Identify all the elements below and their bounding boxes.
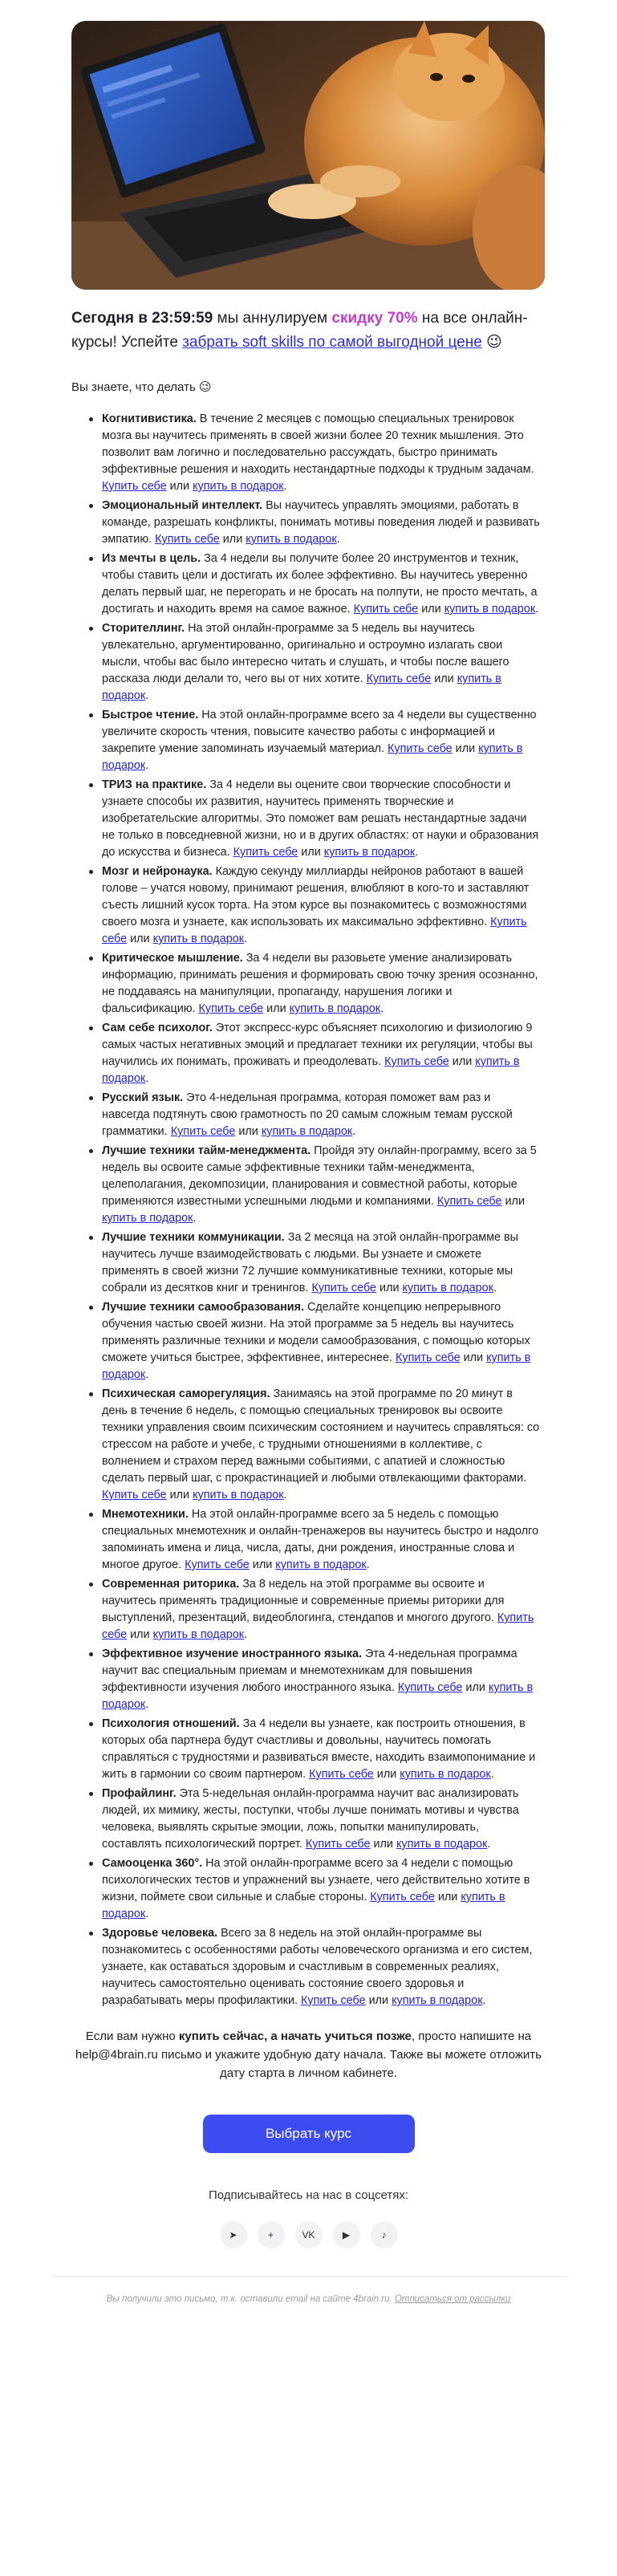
course-description: Занимаясь на этой программе по 20 минут в день в течение 6 недель, с помощью специальных тренировок вы освоите техники управления своим психическим состоянием и научитесь справляться: со стрессом на работе и учебе, с трудными отношениями в коллективе, с волнением и страхом перед важными событиями, с апатией и сложностью сделать первый шаг, с прокрастинацией и любыми отвлекающими факторами. [102, 1388, 540, 1485]
course-title: Психическая саморегуляция. [102, 1388, 270, 1400]
buy-gift-link[interactable]: купить в подарок [392, 1994, 483, 2007]
or-text: или [263, 1002, 290, 1015]
course-description: Сделайте концепцию непрерывного обучения частью своей жизни. На этой программе за 5 недель вы научитесь применять различные техники и модели самообразования, с помощью которых сможете учиться быстрее, эффективнее, интереснее. [102, 1301, 530, 1364]
bullet-icon [89, 1026, 93, 1030]
outro-part: Если вам нужно [85, 2030, 179, 2043]
buy-gift-link[interactable]: купить в подарок [102, 1351, 531, 1381]
course-item: Быстрое чтение. На этой онлайн-программе всего за 4 недели вы существенно увеличите скорость чтения, повысите качество работы с информацией и закрепите умение запоминать изучаемый материал. Купить себе или купить в подарок. [102, 707, 541, 774]
buy-gift-link[interactable]: купить в подарок [193, 480, 284, 493]
or-text: или [166, 1489, 193, 1501]
bullet-icon [89, 1149, 93, 1153]
course-description: За 8 недель на этой программе вы освоите и научитесь применять традиционные и современные приемы риторики для выступлений, презентаций, видеоблогинга, стендапов и многого другого. [102, 1578, 505, 1624]
discount-label: скидку 70% [331, 310, 418, 327]
course-description: Вы научитесь управлять эмоциями, работать в команде, разрешать конфликты, понимать мотивы поведения людей и развивать эмпатию. [102, 499, 540, 546]
course-description: Это 4-недельная программа, которая поможет вам раз и навсегда подтянуть свою грамотность по 20 самым сложным темам русской грамматики. [102, 1091, 513, 1138]
course-item: Сам себе психолог. Этот экспресс-курс объясняет психологию и физиологию 9 самых частых негативных эмоций и предлагает техники их регуляции, чтобы вы научились их понимать, проживать и преодолевать. Купить себе или купить в подарок. [102, 1020, 541, 1087]
course-title: Когнитивистика. [102, 412, 197, 425]
course-item: Критическое мышление. За 4 недели вы разовьете умение анализировать информацию, принимать решения и формировать свою точку зрения осознанно, не поддаваясь на манипуляции, пропаганду, нарушения логики и фальсификацию. Купить себе или купить в подарок. [102, 950, 541, 1018]
course-description: За 2 месяца на этой онлайн-программе вы научитесь лучше взаимодействовать с людьми. Вы узнаете и сможете применять в своей жизни 72 лучшие коммуникативные техники, которые мы собрали из десятков книг и тренингов. [102, 1231, 518, 1294]
buy-self-link[interactable]: Купить себе [370, 1891, 435, 1904]
headline [68, 307, 549, 355]
bullet-icon [89, 1236, 93, 1240]
course-title: Здоровье человека. [102, 1927, 218, 1940]
hero-image [71, 21, 545, 290]
course-title: Лучшие техники тайм-менеджмента. [102, 1144, 311, 1157]
buy-self-link[interactable]: Купить себе [309, 1768, 374, 1781]
headline-text: на все онлайн-курсы! Успейте [71, 310, 528, 351]
bullet-icon [89, 1392, 93, 1396]
course-description: Пройдя эту онлайн-программу, всего за 5 недель вы освоите самые эффективные техники тайм-менеджмента, целеполагания, декомпозиции, планирования и совместной работы, которые применяются известными успешными людьми и компаниями. [102, 1144, 537, 1208]
buy-self-link[interactable]: Купить себе [102, 1489, 167, 1501]
intro-text: Вы знаете, что делать 😉 [71, 380, 212, 394]
bullet-icon [89, 1792, 93, 1796]
course-item: Мозг и нейронаука. Каждую секунду миллиарды нейронов работают в вашей голове – учатся новому, принимают решения, влюбляют в кого-то и заставляют съесть лишний кусок торта. На этом курсе вы познакомитесь с возможностями своего мозга и узнаете, как использовать их максимально эффективно. Купить себе или купить в подарок. [102, 863, 541, 948]
bullet-icon [89, 1513, 93, 1517]
buy-gift-link[interactable]: купить в подарок [102, 1681, 534, 1711]
course-title: Критическое мышление. [102, 952, 243, 965]
footer-text [68, 2294, 549, 2304]
course-item: Лучшие техники самообразования. Сделайте концепцию непрерывного обучения частью своей жизни. На этой программе за 5 недель вы научитесь применять различные техники и модели самообразования, с помощью которых сможете учиться быстрее, эффективнее, интереснее. Купить себе или купить в подарок. [102, 1299, 541, 1383]
buy-gift-link[interactable]: купить в подарок [289, 1002, 381, 1015]
buy-gift-link[interactable]: купить в подарок [102, 672, 501, 702]
plus-icon[interactable]: + [258, 2221, 285, 2249]
buy-self-link[interactable]: Купить себе [353, 603, 419, 616]
tiktok-icon[interactable]: ♪ [371, 2221, 398, 2249]
buy-self-link[interactable]: Купить себе [102, 480, 167, 493]
deadline-time: Сегодня в 23:59:59 [71, 310, 213, 327]
bullet-icon [89, 557, 93, 561]
bullet-icon [89, 417, 93, 421]
bullet-icon [89, 627, 93, 631]
course-description: На этой онлайн-программе за 5 недель вы научитесь увлекательно, аргументированно, оригинально и остроумно излагать свои мысли, чтобы вас было интересно читать и слушать, и чтобы после вашего рассказа люди делали то, чего вы от них хотите. [102, 622, 509, 685]
bullet-icon [89, 870, 93, 874]
course-description: Эта 5-недельная онлайн-программа научит вас анализировать людей, их мимику, жесты, поступки, чтобы лучше понимать мотивы и чувства человека, выявлять скрытые эмоции, ложь, попытки манипулировать, составлять психологический портрет. [102, 1787, 519, 1851]
course-title: Из мечты в цель. [102, 552, 201, 565]
outro-bold: купить сейчас, а начать учиться позже [178, 2030, 412, 2043]
course-item: Здоровье человека. Всего за 8 недель на этой онлайн-программе вы познакомитесь с особенностями работы человеческого организма и его систем, узнаете, как оставаться здоровым и счастливым в современных реалиях, научитесь самостоятельно оценивать состояние своего здоровья и разрабатывать меры профилактики. Купить себе или купить в подарок. [102, 1925, 541, 2009]
bullet-icon [89, 783, 93, 787]
or-text: или [462, 1681, 489, 1694]
buy-gift-link[interactable]: купить в подарок [261, 1125, 353, 1138]
bullet-icon [89, 1652, 93, 1656]
buy-self-link[interactable]: Купить себе [366, 672, 432, 685]
course-title: Сторителлинг. [102, 622, 185, 635]
course-item: Русский язык. Это 4-недельная программа, которая поможет вам раз и навсегда подтянуть свою грамотность по 20 самым сложным темам русской грамматики. Купить себе или купить в подарок. [102, 1090, 541, 1140]
buy-self-link[interactable]: Купить себе [170, 1125, 236, 1138]
buy-gift-link[interactable]: купить в подарок [396, 1838, 488, 1851]
youtube-icon[interactable]: ▶ [333, 2221, 360, 2249]
buy-gift-link[interactable]: купить в подарок [246, 533, 337, 546]
course-list [68, 411, 549, 2009]
course-item: Когнитивистика. В течение 2 месяцев с помощью специальных тренировок мозга вы научитесь применять в своей жизни более 20 техник мышления. Это позволит вам логично и последовательно рассуждать, быстро принимать эффективные решения и находить нестандартные подходы к трудным задачам. Купить себе или купить в подарок. [102, 411, 541, 495]
buy-self-link[interactable]: Купить себе [311, 1282, 377, 1294]
unsubscribe-link[interactable]: Отписаться от рассылки [394, 2294, 511, 2304]
bullet-icon [89, 1722, 93, 1726]
buy-self-link[interactable]: Купить себе [436, 1195, 502, 1208]
or-text: или [235, 1125, 262, 1138]
course-title: Мозг и нейронаука. [102, 865, 213, 878]
bullet-icon [89, 1932, 93, 1936]
buy-self-link[interactable]: Купить себе [397, 1681, 463, 1694]
course-item: Из мечты в цель. За 4 недели вы получите более 20 инструментов и техник, чтобы ставить цели и достигать их более эффективно. Вы научитесь уверенно делать первый шаг, не перегорать и не бросать на полпути, не просто мечтать, а достигать и находить время на самое важное. Купить себе или купить в подарок. [102, 551, 541, 618]
bullet-icon [89, 713, 93, 717]
course-description: На этой онлайн-программе всего за 4 недели с помощью психологических тестов и упражнений вы узнаете, чего действительно хотите в жизни, поймете свои сильные и слабые стороны. [102, 1857, 530, 1904]
course-title: Мнемотехники. [102, 1508, 189, 1521]
or-text: или [365, 1994, 392, 2007]
bullet-icon [89, 504, 93, 508]
or-text: или [434, 1891, 461, 1904]
or-text: или [460, 1351, 487, 1364]
course-title: Психология отношений. [102, 1717, 240, 1730]
or-text: или [431, 672, 457, 685]
course-item: Психическая саморегуляция. Занимаясь на этой программе по 20 минут в день в течение 6 недель, с помощью специальных тренировок вы освоите техники управления своим психическим состоянием и научитесь справляться: со стрессом на работе и учебе, с трудными отношениями в коллективе, с волнением и страхом перед важными событиями, с апатией и сложностью сделать первый шаг, с прокрастинацией и любыми отвлекающими факторами. Купить себе или купить в подарок. [102, 1386, 541, 1504]
course-item: Современная риторика. За 8 недель на этой программе вы освоите и научитесь применять традиционные и современные приемы риторики для выступлений, презентаций, видеоблогинга, стендапов и многого другого. Купить себе или купить в подарок. [102, 1576, 541, 1644]
course-item: ТРИЗ на практике. За 4 недели вы оцените свои творческие способности и узнаете способы их развития, научитесь применять творческие и изобретательские алгоритмы. Это поможет вам решать нестандартные задачи не только в повседневной жизни, но и в других областях: от науки и образования до искусства и бизнеса. Купить себе или купить в подарок. [102, 777, 541, 861]
outro-text [68, 2027, 549, 2082]
course-title: ТРИЗ на практике. [102, 778, 207, 791]
course-item: Мнемотехники. На этой онлайн-программе всего за 5 недель с помощью специальных мнемотехник и онлайн-тренажеров вы научитесь быстро и надолго запоминать имена и лица, числа, даты, дни рождения, иностранные слова и многое другое. Купить себе или купить в подарок. [102, 1506, 541, 1574]
course-title: Сам себе психолог. [102, 1022, 213, 1034]
or-text: или [219, 533, 246, 546]
course-title: Лучшие техники самообразования. [102, 1301, 305, 1314]
course-title: Эффективное изучение иностранного языка. [102, 1648, 362, 1660]
buy-self-link[interactable]: Купить себе [233, 846, 298, 859]
or-text: или [127, 1628, 153, 1641]
social-title: Подписывайтесь на нас в соцсетях: [208, 2188, 409, 2202]
buy-self-link[interactable]: Купить себе [155, 533, 220, 546]
or-text: или [373, 1768, 400, 1781]
course-title: Самооценка 360°. [102, 1857, 203, 1870]
or-text: или [501, 1195, 525, 1208]
course-title: Современная риторика. [102, 1578, 240, 1591]
course-item: Сторителлинг. На этой онлайн-программе за 5 недель вы научитесь увлекательно, аргументированно, оригинально и остроумно излагать свои мысли, чтобы вас было интересно читать и слушать, и чтобы после вашего рассказа люди делали то, чего вы от них хотите. Купить себе или купить в подарок. [102, 620, 541, 705]
or-text: или [449, 1055, 476, 1068]
course-description: На этой онлайн-программе всего за 4 недели вы существенно увеличите скорость чтения, повысите качество работы с информацией и закрепите умение запоминать изучаемый материал. [102, 709, 537, 755]
course-description: За 4 недели вы узнаете, как построить отношения, в которых оба партнера будут счастливы и довольны, научитесь помогать справляться с трудностями и развиваться вместе, находить взаимопонимание и жить в гармонии со своим партнером. [102, 1717, 536, 1781]
buy-self-link[interactable]: Купить себе [384, 1055, 449, 1068]
course-description: Каждую секунду миллиарды нейронов работают в вашей голове – учатся новому, принимают решения, влюбляют в кого-то и заставляют съесть лишний кусок торта. На этом курсе вы познакомитесь с возможностями своего мозга и узнаете, как использовать их максимально эффективно. [102, 865, 530, 928]
buy-self-link[interactable]: Купить себе [395, 1351, 461, 1364]
buy-gift-link[interactable]: купить в подарок [152, 1628, 245, 1641]
course-description: За 4 недели вы получите более 20 инструментов и техник, чтобы ставить цели и достигать их более эффективно. Вы научитесь уверенно делать первый шаг, не перегорать и не бросать на полпути, не просто мечтать, а достигать и находить время на самое важное. [102, 552, 538, 616]
buy-gift-link[interactable]: купить в подарок [102, 1055, 520, 1085]
buy-gift-link[interactable]: купить в подарок [275, 1558, 367, 1571]
divider [52, 2276, 566, 2277]
course-description: Этот экспресс-курс объясняет психологию и физиологию 9 самых частых негативных эмоций и предлагает техники их регуляции, чтобы вы научились их понимать, проживать и преодолевать. [102, 1022, 533, 1068]
headline-link[interactable]: забрать soft skills по самой выгодной цене [182, 334, 482, 351]
bullet-icon [89, 1862, 93, 1866]
or-text: или [298, 846, 324, 859]
course-description: Эта 4-недельная программа научит вас специальным приемам и мнемотехникам для повышения эффективности изучения любого иностранного языка. [102, 1648, 518, 1694]
buy-gift-link[interactable]: купить в подарок [102, 742, 523, 772]
course-title: Профайлинг. [102, 1787, 177, 1800]
course-description: На этой онлайн-программе всего за 5 недель с помощью специальных мнемотехник и онлайн-тренажеров вы научитесь быстро и надолго запоминать имена и лица, числа, даты, дни рождения, иностранные слова и многое другое. [102, 1508, 539, 1571]
choose-course-button[interactable]: Выбрать курс [203, 2115, 415, 2153]
or-text: или [452, 742, 479, 755]
buy-gift-link[interactable]: купить в подарок [102, 1212, 193, 1225]
or-text: или [127, 932, 153, 945]
vk-icon[interactable]: VK [295, 2221, 323, 2249]
course-description: Всего за 8 недель на этой онлайн-программе вы познакомитесь с особенностями работы человеческого организма и его систем, узнаете, как оставаться здоровым и счастливым в современных реалиях, научитесь самостоятельно оценивать состояние своего здоровья и разрабатывать меры профилактики. [102, 1927, 533, 2007]
outro-part: , просто напишите на help@4brain.ru письмо и укажите удобную дату начала. Также вы можете отложить дату старта в личном кабинете. [75, 2030, 542, 2080]
course-description: За 4 недели вы разовьете умение анализировать информацию, принимать решения и формировать свою точку зрения осознанно, не поддаваясь на манипуляции, пропаганду, нарушения логики и фальсификацию. [102, 952, 538, 1015]
course-title: Эмоциональный интеллект. [102, 499, 263, 512]
buy-gift-link[interactable]: купить в подарок [102, 1891, 505, 1920]
buy-self-link[interactable]: Купить себе [102, 916, 527, 945]
wink-emoji: 😉 [481, 334, 502, 351]
or-text: или [249, 1558, 276, 1571]
telegram-icon[interactable]: ➤ [220, 2221, 247, 2249]
bullet-icon [89, 1306, 93, 1310]
bullet-icon [89, 1096, 93, 1100]
or-text: или [418, 603, 444, 616]
course-title: Лучшие техники коммуникации. [102, 1231, 285, 1244]
buy-self-link[interactable]: Купить себе [185, 1558, 250, 1571]
course-title: Русский язык. [102, 1091, 184, 1104]
course-item: Лучшие техники тайм-менеджмента. Пройдя эту онлайн-программу, всего за 5 недель вы освоите самые эффективные техники тайм-менеджмента, целеполагания, декомпозиции, планирования и совместной работы, которые применяются известными успешными людьми и компаниями. Купить себе или купить в подарок. [102, 1143, 541, 1227]
course-item: Эффективное изучение иностранного языка. Эта 4-недельная программа научит вас специальным приемам и мнемотехникам для повышения эффективности изучения любого иностранного языка. Купить себе или купить в подарок. [102, 1646, 541, 1713]
course-title: Быстрое чтение. [102, 709, 199, 721]
buy-self-link[interactable]: Купить себе [102, 1611, 534, 1641]
or-text: или [370, 1838, 396, 1851]
buy-gift-link[interactable]: купить в подарок [193, 1489, 284, 1501]
headline-text: мы аннулируем [213, 310, 332, 327]
buy-gift-link[interactable]: купить в подарок [152, 932, 245, 945]
buy-self-link[interactable]: Купить себе [305, 1838, 371, 1851]
bullet-icon [89, 957, 93, 961]
buy-self-link[interactable]: Купить себе [388, 742, 453, 755]
course-description: В течение 2 месяцев с помощью специальных тренировок мозга вы научитесь применять в своей жизни более 20 техник мышления. Это позволит вам логично и последовательно рассуждать, быстро принимать эффективные решения и находить нестандартные подходы к трудным задачам. [102, 412, 534, 476]
bullet-icon [89, 1583, 93, 1587]
buy-gift-link[interactable]: купить в подарок [444, 603, 536, 616]
course-item: Самооценка 360°. На этой онлайн-программе всего за 4 недели с помощью психологических тестов и упражнений вы узнаете, чего действительно хотите в жизни, поймете свои сильные и слабые стороны. Купить себе или купить в подарок. [102, 1855, 541, 1923]
buy-self-link[interactable]: Купить себе [198, 1002, 264, 1015]
or-text: или [376, 1282, 403, 1294]
course-item: Эмоциональный интеллект. Вы научитесь управлять эмоциями, работать в команде, разрешать конфликты, понимать мотивы поведения людей и развивать эмпатию. Купить себе или купить в подарок. [102, 498, 541, 548]
buy-gift-link[interactable]: купить в подарок [402, 1282, 493, 1294]
course-item: Лучшие техники коммуникации. За 2 месяца на этой онлайн-программе вы научитесь лучше взаимодействовать с людьми. Вы узнаете и сможете применять в своей жизни 72 лучшие коммуникативные техники, которые мы собрали из десятков книг и тренингов. Купить себе или купить в подарок. [102, 1229, 541, 1297]
course-item: Профайлинг. Эта 5-недельная онлайн-программа научит вас анализировать людей, их мимику, жесты, поступки, чтобы лучше понимать мотивы и чувства человека, выявлять скрытые эмоции, ложь, попытки манипулировать, составлять психологический портрет. Купить себе или купить в подарок. [102, 1786, 541, 1853]
buy-self-link[interactable]: Купить себе [300, 1994, 366, 2007]
footer-notice: Вы получили это письмо, т.к. оставили email на сайте 4brain.ru. [106, 2294, 395, 2304]
course-item: Психология отношений. За 4 недели вы узнаете, как построить отношения, в которых оба партнера будут счастливы и довольны, научитесь помогать справляться с трудностями и развиваться вместе, находить взаимопонимание и жить в гармонии со своим партнером. Купить себе или купить в подарок. [102, 1716, 541, 1783]
course-description: За 4 недели вы оцените свои творческие способности и узнаете способы их развития, научитесь применять творческие и изобретательские алгоритмы. Это поможет вам решать нестандартные задачи не только в повседневной жизни, но и в других областях: от науки и образования до искусства и бизнеса. [102, 778, 539, 859]
buy-gift-link[interactable]: купить в подарок [400, 1768, 491, 1781]
buy-gift-link[interactable]: купить в подарок [323, 846, 416, 859]
or-text: или [166, 480, 193, 493]
social-links [68, 2221, 549, 2249]
